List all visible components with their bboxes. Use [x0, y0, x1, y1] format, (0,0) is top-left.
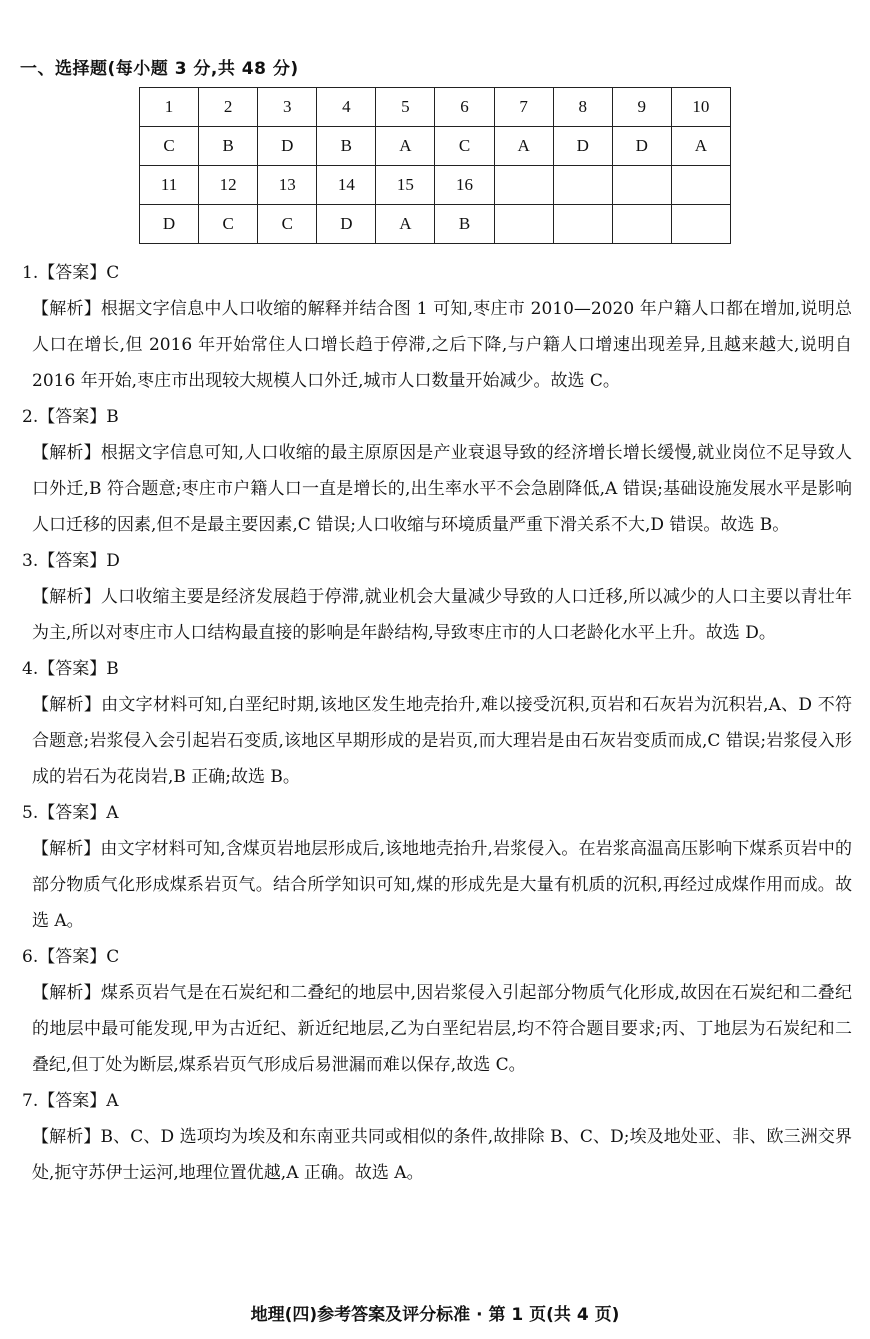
table-cell: B: [435, 205, 494, 244]
question-block-3: [22, 543, 852, 651]
question-block-7: [22, 1083, 852, 1191]
question-block-4: [22, 651, 852, 795]
table-cell: [671, 205, 730, 244]
question-answer-heading: 1.【答案】C: [22, 263, 120, 283]
answer-explanations: [22, 255, 852, 1191]
question-answer-heading: 7.【答案】A: [22, 1091, 119, 1111]
section-title: 一、选择题(每小题 3 分,共 48 分): [20, 59, 299, 79]
table-cell: 2: [199, 88, 258, 127]
table-cell: 16: [435, 166, 494, 205]
table-row: [140, 88, 731, 127]
table-cell: [612, 166, 671, 205]
answer-table: [139, 87, 731, 244]
table-cell: C: [258, 205, 317, 244]
table-cell: D: [553, 127, 612, 166]
table-cell: 15: [376, 166, 435, 205]
table-cell: C: [140, 127, 199, 166]
table-cell: D: [258, 127, 317, 166]
table-row: [140, 166, 731, 205]
table-cell: [494, 205, 553, 244]
table-cell: D: [140, 205, 199, 244]
table-cell: B: [317, 127, 376, 166]
table-cell: [494, 166, 553, 205]
table-cell: 11: [140, 166, 199, 205]
table-cell: 9: [612, 88, 671, 127]
question-analysis: 【解析】煤系页岩气是在石炭纪和二叠纪的地层中,因岩浆侵入引起部分物质气化形成,故因在石炭纪和二叠纪的地层中最可能发现,甲为古近纪、新近纪地层,乙为白垩纪岩层,均不符合题目要求;丙、丁地层为石炭纪和二叠纪,但丁处为断层,煤系岩页气形成后易泄漏而难以保存,故选 C。: [32, 983, 852, 1075]
question-answer-heading: 2.【答案】B: [22, 407, 119, 427]
table-cell: 13: [258, 166, 317, 205]
question-answer-heading: 4.【答案】B: [22, 659, 119, 679]
table-cell: 14: [317, 166, 376, 205]
question-analysis: 【解析】由文字材料可知,含煤页岩地层形成后,该地地壳抬升,岩浆侵入。在岩浆高温高压影响下煤系页岩中的部分物质气化形成煤系岩页气。结合所学知识可知,煤的形成先是大量有机质的沉积,再经过成煤作用而成。故选 A。: [32, 839, 852, 931]
table-cell: 8: [553, 88, 612, 127]
table-row: [140, 205, 731, 244]
table-cell: D: [612, 127, 671, 166]
question-block-2: [22, 399, 852, 543]
question-answer-heading: 5.【答案】A: [22, 803, 119, 823]
table-cell: B: [199, 127, 258, 166]
table-row: [140, 127, 731, 166]
table-cell: 1: [140, 88, 199, 127]
table-cell: 10: [671, 88, 730, 127]
table-cell: 7: [494, 88, 553, 127]
table-cell: A: [494, 127, 553, 166]
table-cell: [671, 166, 730, 205]
table-cell: 12: [199, 166, 258, 205]
table-cell: D: [317, 205, 376, 244]
table-cell: 4: [317, 88, 376, 127]
question-answer-heading: 6.【答案】C: [22, 947, 120, 967]
table-cell: A: [671, 127, 730, 166]
table-cell: [553, 205, 612, 244]
question-answer-heading: 3.【答案】D: [22, 551, 120, 571]
table-cell: [553, 166, 612, 205]
table-cell: 5: [376, 88, 435, 127]
page-footer: 地理(四)参考答案及评分标准 · 第 1 页(共 4 页): [250, 1305, 620, 1325]
question-analysis: 【解析】人口收缩主要是经济发展趋于停滞,就业机会大量减少导致的人口迁移,所以减少的人口主要以青壮年为主,所以对枣庄市人口结构最直接的影响是年龄结构,导致枣庄市的人口老龄化水平上升。故选 D。: [32, 587, 852, 643]
table-cell: 6: [435, 88, 494, 127]
table-cell: C: [199, 205, 258, 244]
question-analysis: 【解析】由文字材料可知,白垩纪时期,该地区发生地壳抬升,难以接受沉积,页岩和石灰岩为沉积岩,A、D 不符合题意;岩浆侵入会引起岩石变质,该地区早期形成的是岩页,而大理岩是由石灰岩变质而成,C 错误;岩浆侵入形成的岩石为花岗岩,B 正确;故选 B。: [32, 695, 852, 787]
table-cell: A: [376, 127, 435, 166]
table-cell: [612, 205, 671, 244]
question-analysis: 【解析】根据文字信息可知,人口收缩的最主原原因是产业衰退导致的经济增长增长缓慢,就业岗位不足导致人口外迁,B 符合题意;枣庄市户籍人口一直是增长的,出生率水平不会急剧降低,A 错误;基础设施发展水平是影响人口迁移的因素,但不是最主要因素,C 错误;人口收缩与环境质量严重下滑关系不大,D 错误。故选 B。: [32, 443, 852, 535]
question-analysis: 【解析】根据文字信息中人口收缩的解释并结合图 1 可知,枣庄市 2010—2020 年户籍人口都在增加,说明总人口在增长,但 2016 年开始常住人口增长趋于停滞,之后下降,与户籍人口增速出现差异,且越来越大,说明自 2016 年开始,枣庄市出现较大规模人口外迁,城市人口数量开始减少。故选 C。: [32, 299, 852, 391]
question-analysis: 【解析】B、C、D 选项均为埃及和东南亚共同或相似的条件,故排除 B、C、D;埃及地处亚、非、欧三洲交界处,扼守苏伊士运河,地理位置优越,A 正确。故选 A。: [32, 1127, 852, 1183]
table-cell: 3: [258, 88, 317, 127]
question-block-6: [22, 939, 852, 1083]
question-block-5: [22, 795, 852, 939]
table-cell: A: [376, 205, 435, 244]
table-cell: C: [435, 127, 494, 166]
question-block-1: [22, 255, 852, 399]
